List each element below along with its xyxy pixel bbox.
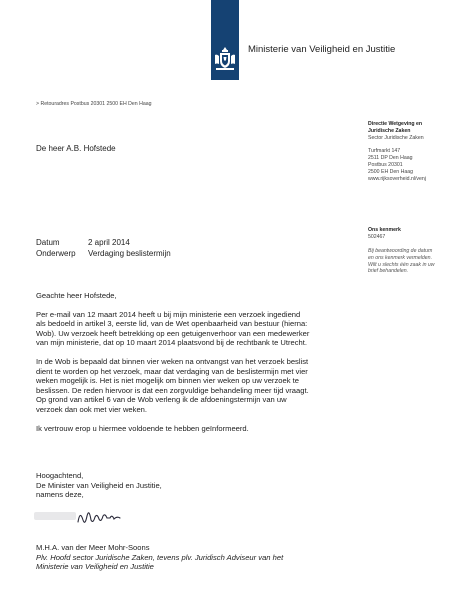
ministry-name: Ministerie van Veiligheid en Justitie	[248, 44, 396, 55]
subject-value: Verdaging beslistermijn	[88, 249, 171, 258]
website-link[interactable]: www.rijksoverheid.nl/venj	[368, 175, 426, 182]
signer-title-1: Plv. Hoofd sector Juridische Zaken, tevens plv. Juridisch Adviseur van het	[36, 552, 284, 562]
letter-meta	[36, 237, 171, 259]
signer-name: M.H.A. van der Meer Mohr-Soons	[36, 543, 150, 552]
reference-number: 502467	[368, 234, 386, 241]
sidebar-info	[368, 121, 456, 275]
letter-body	[36, 291, 371, 442]
salutation: Geachte heer Hofstede,	[36, 291, 117, 300]
subject-row	[36, 248, 171, 259]
return-address: > Retouradres Postbus 20301 2500 EH Den Haag	[36, 101, 152, 107]
date-label: Datum	[36, 238, 60, 247]
signer-block	[36, 543, 283, 572]
subject-label: Onderwerp	[36, 249, 76, 258]
sidebar-reference: Ons kenmerk 502467	[368, 227, 456, 241]
date-value: 2 april 2014	[88, 238, 130, 247]
sidebar-address: Turfmarkt 147 2511 DP Den Haag Postbus 20301 2500 EH Den Haag www.rijksoverheid.nl/venj	[368, 148, 456, 182]
closing: Hoogachtend, De Minister van Veiligheid en Justitie, namens deze,	[36, 471, 162, 500]
sidebar-note: Bij beantwoording de datum en ons kenmerk vermelden. Wilt u slechts één zaak in uw brief behandelen.	[368, 247, 435, 275]
redacted-area	[34, 512, 76, 520]
rijksoverheid-logo-bar	[211, 0, 239, 80]
coat-of-arms-icon	[214, 46, 236, 72]
signer-title-2: Ministerie van Veiligheid en Justitie	[36, 562, 154, 572]
paragraph-3: Ik vertrouw erop u hiermee voldoende te hebben geïnformeerd.	[36, 423, 249, 433]
paragraph-1: Per e-mail van 12 maart 2014 heeft u bij mijn ministerie een verzoek ingediend als bedoeld in artikel 3, eerste lid, van de Wet openbaarheid van bestuur (hierna: Wob). Uw verzoek heeft betrekking op een getuigenverhoor van een medewerker van mijn ministerie, dat op 10 maart 2014 plaatsvond bij de rechtbank te Utrecht.	[36, 309, 310, 348]
signature-icon	[76, 504, 126, 528]
sidebar-department: Directie Wetgeving en Juridische Zaken Sector Juridische Zaken	[368, 121, 424, 141]
paragraph-2: In de Wob is bepaald dat binnen vier weken na ontvangst van het verzoek beslist dient te worden op het verzoek, maar dat verdaging van de beslistermijn met vier weken mogelijk is. Het is niet mogelijk om binnen vier weken op uw verzoek te beslissen. De reden hiervoor is dat een zorgvuldige behandeling meer tijd vraagt. Op grond van artikel 6 van de Wob verleng ik de afdoeningstermijn van uw verzoek dan ook met vier weken.	[36, 356, 309, 414]
recipient-name: De heer A.B. Hofstede	[36, 144, 116, 153]
date-row	[36, 237, 171, 248]
